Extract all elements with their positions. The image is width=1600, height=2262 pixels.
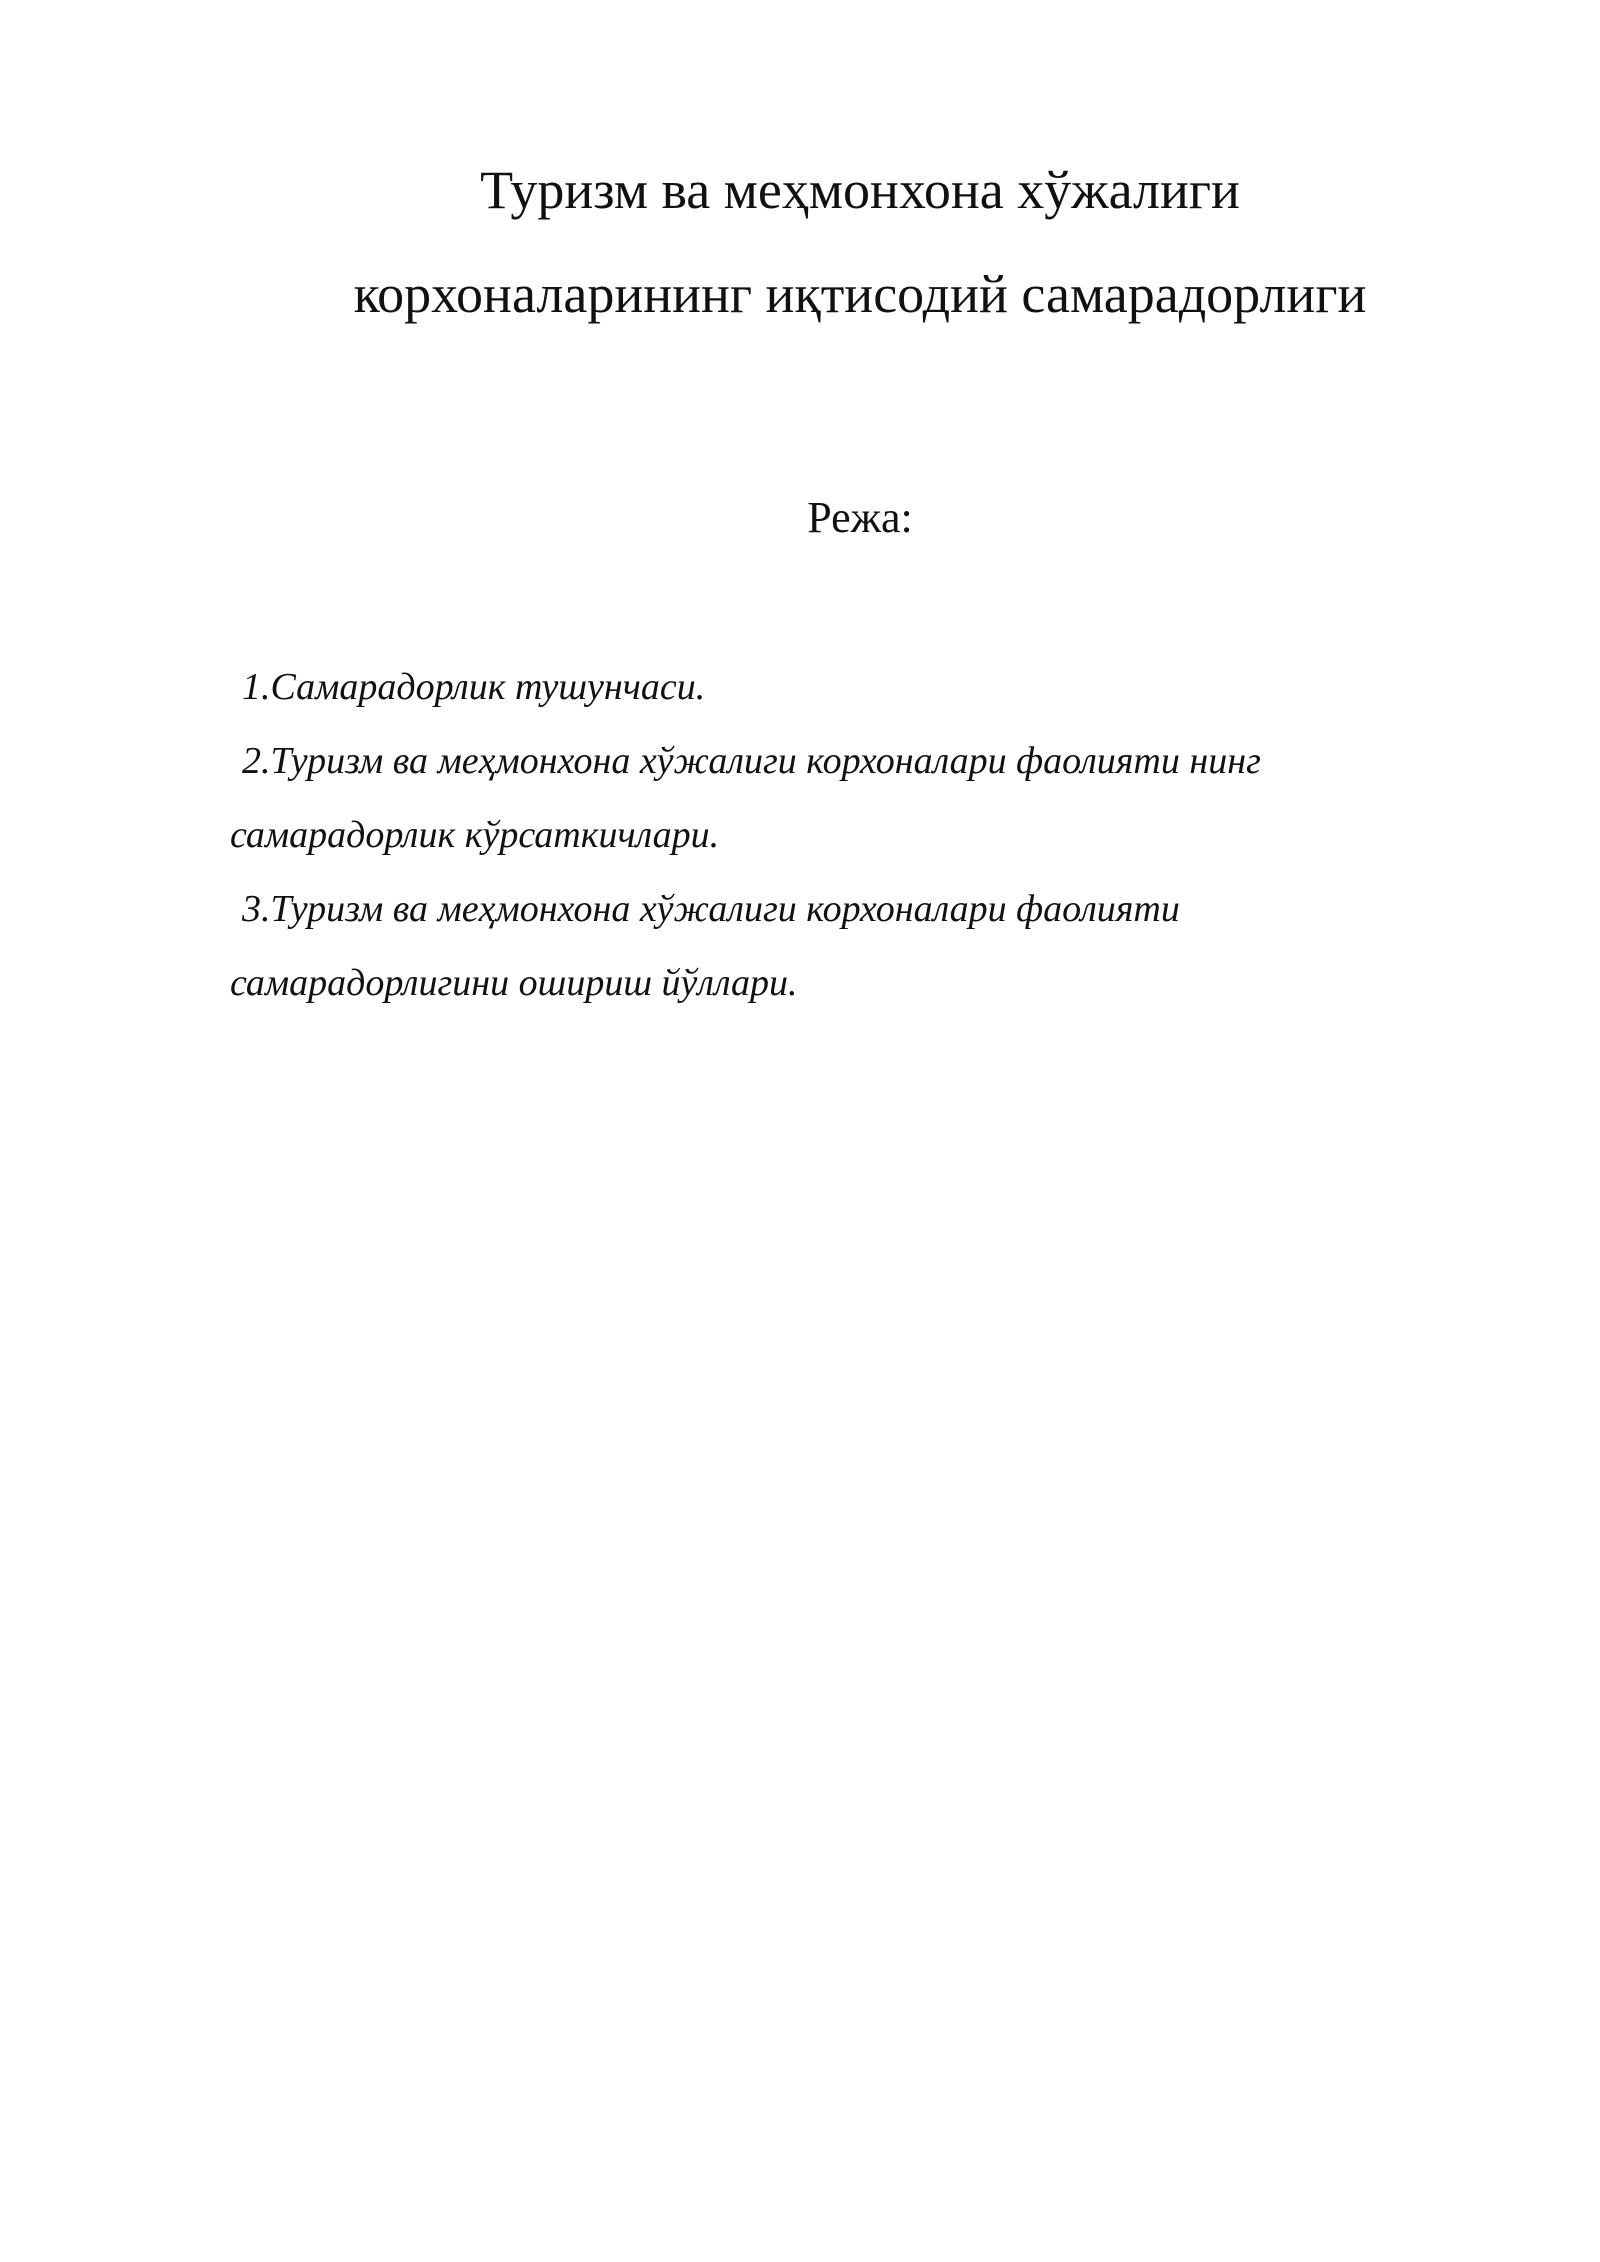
plan-item-2 [230,724,1460,872]
document-title-line-1: Туризм ва меҳмонхона хўжалиги [480,160,1240,220]
plan-item-3-line-2: самарадорлигини ошириш йўллари. [230,962,798,1004]
document-title-line-2: корхоналарининг иқтисодий самарадорлиги [353,264,1367,324]
plan-heading: Режа: [807,493,913,542]
plan-list [230,650,1460,1020]
plan-item-2-line-2: самарадорлик кўрсаткичлари. [230,814,720,856]
plan-item-1-line-1: 1.Самарадорлик тушунчаси. [242,666,706,708]
plan-item-1 [230,650,1460,724]
plan-item-3-line-1: 3.Туризм ва меҳмонхона хўжалиги корхоналари фаолияти [242,888,1180,930]
plan-item-2-line-1: 2.Туризм ва меҳмонхона хўжалиги корхоналари фаолияти нинг [242,740,1261,782]
plan-item-3 [230,872,1460,1020]
